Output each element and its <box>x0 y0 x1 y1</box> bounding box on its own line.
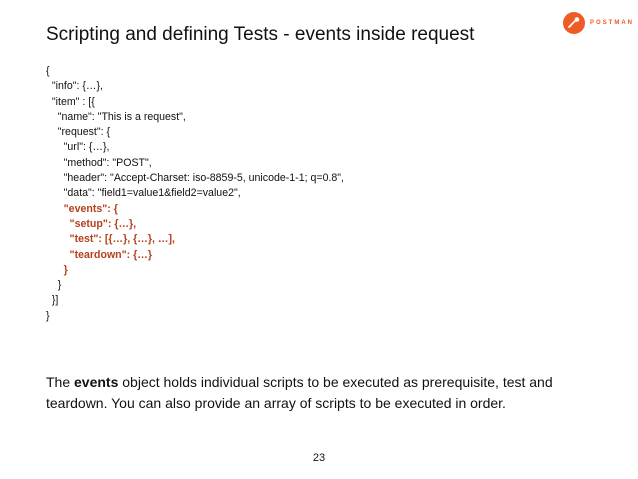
code-line: "teardown": {…} <box>46 248 152 261</box>
description-bold: events <box>74 374 119 390</box>
code-line: "setup": {…}, <box>46 217 137 230</box>
postman-logo-text: POSTMAN <box>590 20 634 26</box>
slide-title: Scripting and defining Tests - events inside request <box>46 24 475 45</box>
postman-logo-icon <box>563 12 585 34</box>
description-text <box>46 372 606 414</box>
code-line: } <box>46 279 62 292</box>
code-line: "data": "field1=value1&field2=value2", <box>46 187 241 200</box>
code-block <box>46 64 344 324</box>
code-line: "events": { <box>46 202 118 215</box>
page-number: 23 <box>312 452 326 464</box>
postman-logo <box>563 12 634 34</box>
code-line: }] <box>46 294 59 307</box>
code-line: "info": {…}, <box>46 80 103 93</box>
description-before: The <box>46 374 75 390</box>
code-line: "method": "POST", <box>46 156 152 169</box>
code-line: "name": "This is a request", <box>46 110 186 123</box>
code-line: "header": "Accept-Charset: iso-8859-5, unicode-1-1; q=0.8", <box>46 172 344 185</box>
code-line: { <box>46 65 50 77</box>
description-after: object holds individual scripts to be executed as prerequisite, test and teardown. You can also provide an array of scripts to be executed in order. <box>46 374 553 411</box>
code-line: "item" : [{ <box>46 95 95 108</box>
code-line: "test": [{…}, {…}, …], <box>46 233 175 246</box>
code-line: "url": {…}, <box>46 141 110 154</box>
code-line: } <box>46 263 68 276</box>
code-line: } <box>46 309 50 322</box>
code-line: "request": { <box>46 126 111 139</box>
